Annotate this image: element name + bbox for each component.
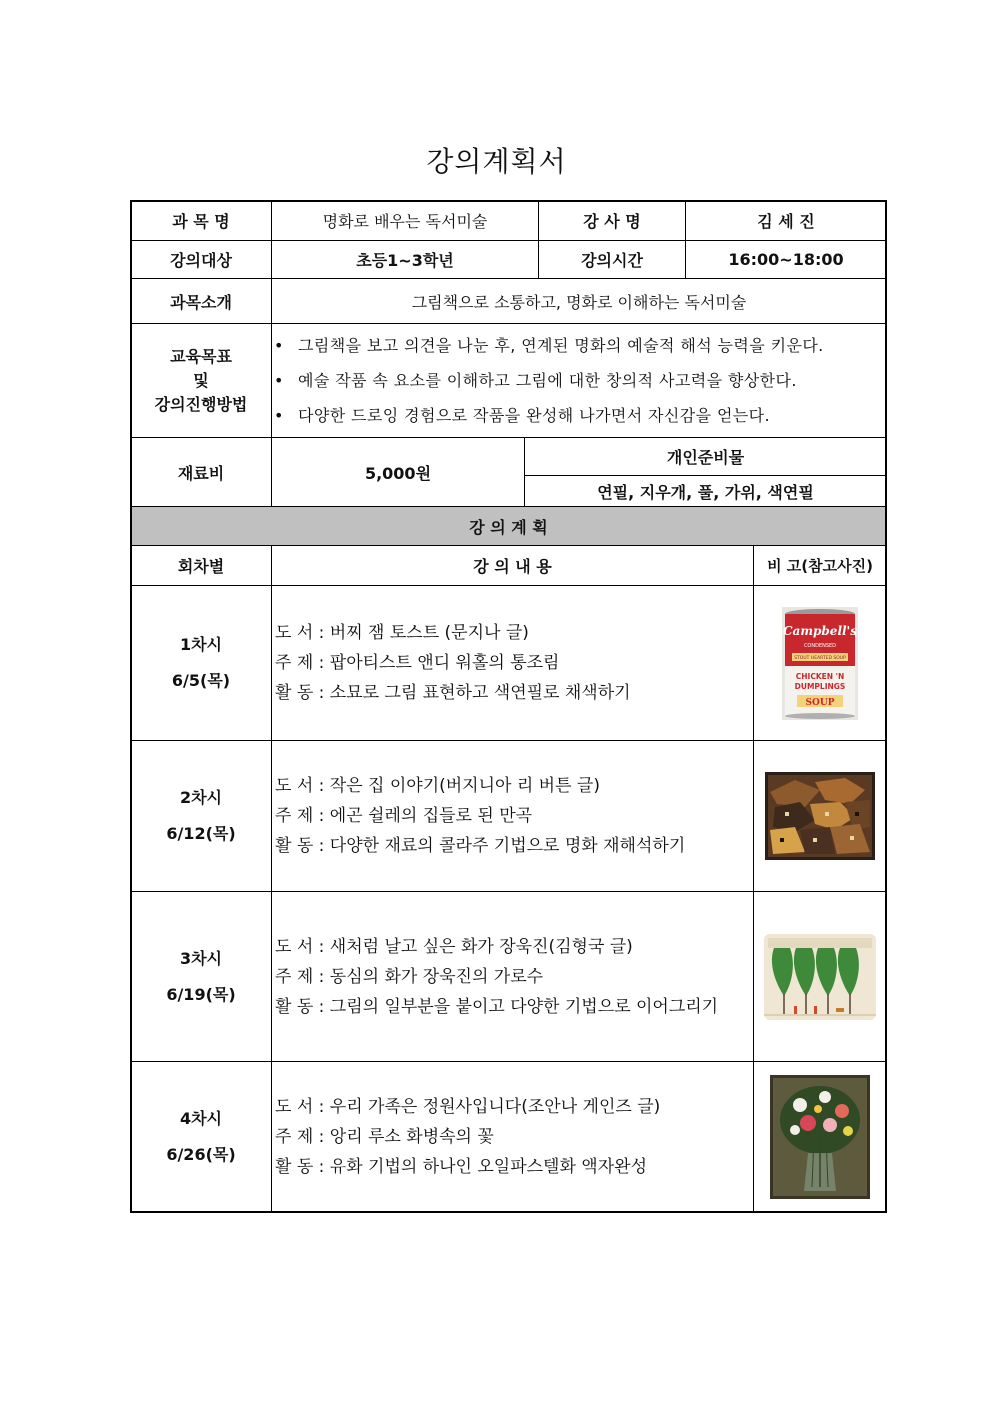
bullet-icon: •	[274, 406, 284, 425]
lesson-book: 도 서 : 우리 가족은 정원사입니다(조안나 게인즈 글)	[275, 1097, 661, 1117]
bullet-icon: •	[274, 371, 284, 390]
round-date: 6/19(목)	[166, 984, 236, 1004]
lesson-activity: 활 동 : 그림의 일부분을 붙이고 다양한 기법으로 이어그리기	[275, 996, 719, 1017]
goals-label	[130, 323, 272, 438]
lesson-theme: 주 제 : 에곤 쉴레의 집들로 된 만곡	[275, 806, 533, 826]
svg-text:DUMPLINGS: DUMPLINGS	[794, 681, 846, 691]
svg-text:CONDENSED: CONDENSED	[803, 642, 837, 649]
lesson-book: 도 서 : 버찌 잼 토스트 (문지나 글)	[275, 623, 529, 643]
reference-photo-cell-1	[753, 585, 887, 741]
target-label: 강의대상	[130, 240, 272, 279]
round-date: 6/5(목)	[171, 671, 231, 690]
goals-label-line-3: 강의진행방법	[154, 394, 248, 414]
lesson-book: 도 서 : 작은 집 이야기(버지니아 리 버튼 글)	[275, 776, 600, 796]
col-round-header: 회차별	[130, 545, 272, 586]
reference-photo-cell-3	[753, 891, 887, 1062]
svg-text:Campbell's: Campbell's	[783, 623, 857, 638]
svg-text:SOUP: SOUP	[805, 697, 835, 708]
lecture-plan-table	[130, 200, 887, 1213]
goal-item: • 그림책을 보고 의견을 나눈 후, 연계된 명화의 예술적 해석 능력을 키운다.	[274, 328, 824, 363]
round-cell-3	[130, 891, 272, 1062]
supplies-value: 연필, 지우개, 풀, 가위, 색연필	[524, 475, 887, 507]
round-number: 2차시	[179, 788, 223, 807]
rousseau-flowers-image	[770, 1075, 870, 1199]
time-value: 16:00~18:00	[685, 240, 887, 279]
round-cell-2	[130, 740, 272, 892]
fee-label: 재료비	[130, 437, 272, 507]
goals-label-line-1: 교육목표	[170, 346, 232, 366]
lesson-book: 도 서 : 새처럼 날고 싶은 화가 장욱진(김형국 글)	[275, 936, 633, 957]
lesson-content-4	[271, 1061, 754, 1213]
round-number: 3차시	[179, 948, 223, 968]
document-title: 강의계획서	[426, 145, 567, 178]
round-cell-1	[130, 585, 272, 741]
round-date: 6/12(목)	[166, 824, 236, 843]
tree-painting-image	[764, 934, 876, 1020]
target-value: 초등1~3학년	[271, 240, 539, 279]
svg-text:STOUT HEARTED SOUP: STOUT HEARTED SOUP	[794, 655, 846, 661]
lesson-content-3	[271, 891, 754, 1062]
goal-item: • 예술 작품 속 요소를 이해하고 그림에 대한 창의적 사고력을 향상한다.	[274, 363, 824, 398]
bullet-icon: •	[274, 336, 284, 355]
col-note-header: 비 고(참고사진)	[753, 545, 887, 586]
goals-list	[274, 328, 824, 433]
plan-section-title: 강 의 계 획	[130, 506, 887, 546]
supplies-label: 개인준비물	[524, 437, 887, 476]
goal-item: • 다양한 드로잉 경험으로 작품을 완성해 나가면서 자신감을 얻는다.	[274, 398, 824, 433]
round-cell-4	[130, 1061, 272, 1213]
course-value: 명화로 배우는 독서미술	[271, 200, 539, 241]
intro-label: 과목소개	[130, 278, 272, 324]
lesson-activity: 활 동 : 소묘로 그림 표현하고 색연필로 채색하기	[275, 683, 631, 703]
goals-label-line-2: 및	[193, 370, 209, 390]
lesson-theme: 주 제 : 앙리 루소 화병속의 꽃	[275, 1127, 494, 1147]
teacher-label: 강 사 명	[538, 200, 686, 241]
lesson-content-2	[271, 740, 754, 892]
teacher-value: 김 세 진	[685, 200, 887, 241]
round-number: 4차시	[179, 1109, 223, 1128]
lesson-activity: 활 동 : 유화 기법의 하나인 오일파스텔화 액자완성	[275, 1157, 647, 1177]
time-label: 강의시간	[538, 240, 686, 279]
reference-photo-cell-2	[753, 740, 887, 892]
lesson-theme: 주 제 : 팝아티스트 앤디 워홀의 통조림	[275, 653, 560, 673]
round-date: 6/26(목)	[166, 1145, 236, 1164]
lesson-content-1	[271, 585, 754, 741]
intro-value: 그림책으로 소통하고, 명화로 이해하는 독서미술	[271, 278, 887, 324]
goals-list-cell	[271, 323, 887, 438]
lesson-activity: 활 동 : 다양한 재료의 콜라주 기법으로 명화 재해석하기	[275, 836, 686, 856]
fee-value: 5,000원	[271, 437, 525, 507]
lesson-theme: 주 제 : 동심의 화가 장욱진의 가로수	[275, 966, 544, 987]
soup-can-image	[782, 607, 858, 720]
reference-photo-cell-4	[753, 1061, 887, 1213]
svg-text:CHICKEN 'N: CHICKEN 'N	[795, 671, 845, 681]
col-content-header: 강 의 내 용	[271, 545, 754, 586]
course-label: 과 목 명	[130, 200, 272, 241]
schiele-houses-image	[765, 772, 875, 860]
round-number: 1차시	[179, 635, 223, 654]
